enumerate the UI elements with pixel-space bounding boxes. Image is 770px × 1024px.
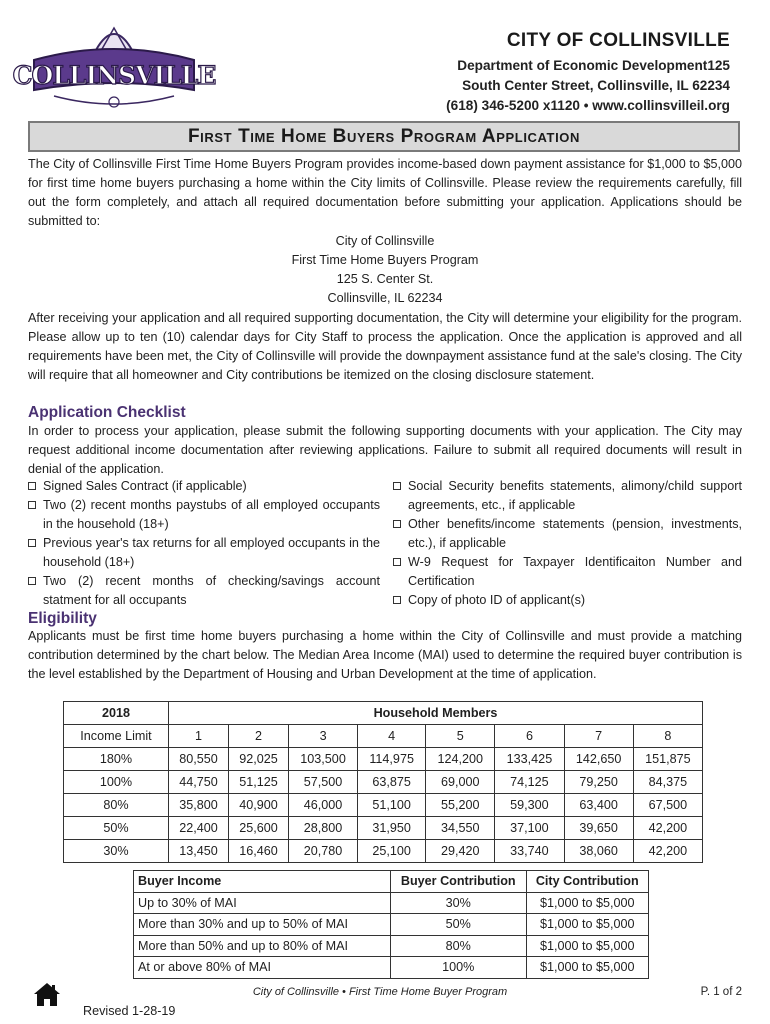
table-cell: 114,975 [358, 748, 426, 771]
table-row-label: 180% [64, 748, 169, 771]
table-cell: Up to 30% of MAI [134, 892, 391, 914]
table-row [64, 817, 703, 840]
table-cell: 34,550 [426, 817, 495, 840]
mailing-line: City of Collinsville [335, 234, 435, 248]
table-header-cell: 8 [633, 725, 702, 748]
checklist-heading: Application Checklist [28, 404, 186, 421]
table-header-cell: 3 [288, 725, 357, 748]
collinsville-logo [12, 16, 216, 112]
checklist-intro: In order to process your application, please submit the following supporting documents with your application. The City may request additional income documentation after reviewing applications. Failure to submit all required documents will result in denial of the application. [28, 424, 742, 476]
checklist-left [28, 477, 380, 610]
table-cell: 46,000 [288, 794, 357, 817]
checklist-item-label: Social Security benefits statements, alimony/child support agreements, etc., if applicable [408, 479, 742, 512]
table-cell: 37,100 [495, 817, 564, 840]
table-cell: 40,900 [228, 794, 288, 817]
table-row [134, 935, 649, 957]
table-cell: 69,000 [426, 771, 495, 794]
table-cell: 13,450 [169, 840, 229, 863]
table-cell: 33,740 [495, 840, 564, 863]
table-cell: 57,500 [288, 771, 357, 794]
table-year: 2018 [64, 702, 169, 725]
checklist-item[interactable] [393, 591, 742, 610]
table-cell: 30% [391, 892, 527, 914]
footer-program: City of Collinsville • First Time Home Buyer Program [252, 986, 508, 998]
table-cell: 151,875 [633, 748, 702, 771]
checklist-item-label: Signed Sales Contract (if applicable) [43, 479, 247, 493]
table-header-cell: 5 [426, 725, 495, 748]
table-cell: 22,400 [169, 817, 229, 840]
table-header-cell: 4 [358, 725, 426, 748]
page-title: First Time Home Buyers Program Application [28, 121, 740, 152]
table-cell: 133,425 [495, 748, 564, 771]
svg-text:COLLINSVILLE: COLLINSVILLE [12, 61, 216, 90]
table-row-label: 80% [64, 794, 169, 817]
checklist-item[interactable] [28, 572, 380, 610]
table-cell: 59,300 [495, 794, 564, 817]
table-cell: 39,650 [564, 817, 633, 840]
checklist-item-label: Previous year's tax returns for all employed occupants in the household (18+) [43, 536, 380, 569]
checklist-item-label: Two (2) recent months of checking/savings account statment for all occupants [43, 574, 380, 607]
checklist-item-label: Two (2) recent months paystubs of all employed occupants in the household (18+) [43, 498, 380, 531]
table-cell: 63,400 [564, 794, 633, 817]
checkbox[interactable] [28, 501, 36, 509]
table-cell: More than 30% and up to 50% of MAI [134, 914, 391, 936]
checklist-item[interactable] [28, 534, 380, 572]
table-row-label: 30% [64, 840, 169, 863]
contact-line[interactable]: (618) 346-5200 x1120 • www.collinsvilleil.org [446, 98, 730, 113]
table-cell: 25,600 [228, 817, 288, 840]
table-row-label: 100% [64, 771, 169, 794]
table-group-header: Household Members [169, 702, 703, 725]
table-cell: 80,550 [169, 748, 229, 771]
table-cell: 29,420 [426, 840, 495, 863]
table-cell: 20,780 [288, 840, 357, 863]
table-cell: More than 50% and up to 80% of MAI [134, 935, 391, 957]
income-limit-table [63, 701, 703, 863]
table-row [134, 957, 649, 979]
checklist-item[interactable] [393, 553, 742, 591]
table-cell: 103,500 [288, 748, 357, 771]
table-row [134, 892, 649, 914]
table-cell: 142,650 [564, 748, 633, 771]
department: Department of Economic Development125 [457, 58, 730, 73]
table-cell: At or above 80% of MAI [134, 957, 391, 979]
table-cell: 124,200 [426, 748, 495, 771]
table-header-cell: 1 [169, 725, 229, 748]
mailing-line: First Time Home Buyers Program [291, 253, 479, 267]
table-row [64, 771, 703, 794]
checkbox[interactable] [28, 577, 36, 585]
table-header-cell: Buyer Income [134, 871, 391, 893]
checkbox[interactable] [28, 539, 36, 547]
table-cell: $1,000 to $5,000 [526, 914, 649, 936]
table-cell: 63,875 [358, 771, 426, 794]
checklist-item[interactable] [28, 496, 380, 534]
table-limit-label: Income Limit [64, 725, 169, 748]
checkbox[interactable] [393, 520, 401, 528]
checklist-item-label: Copy of photo ID of applicant(s) [408, 593, 586, 607]
mailing-line: Collinsville, IL 62234 [327, 291, 443, 305]
intro-paragraph: The City of Collinsville First Time Home Buyers Program provides income-based down payment assistance for $1,000 to $5,000 for first time home buyers purchasing a home within the City limits of Collinsville. Please review the requirements carefully, fill out the form completely, and attach all required documentation before submitting your application. Applications should be submitted to: [28, 157, 742, 228]
address: South Center Street, Collinsville, IL 62234 [462, 78, 730, 93]
table-cell: 100% [391, 957, 527, 979]
table-cell: 28,800 [288, 817, 357, 840]
table-cell: $1,000 to $5,000 [526, 957, 649, 979]
checkbox[interactable] [393, 558, 401, 566]
city-name: CITY OF COLLINSVILLE [506, 30, 730, 51]
eligibility-paragraph: Applicants must be first time home buyers purchasing a home within the City of Collinsville and must provide a matching contribution determined by the chart below. The Median Area Income (MAI) used to determine the required buyer contribution is the level established by the Department of Housing and Urban Development at the time of application. [28, 629, 742, 681]
table-cell: 92,025 [228, 748, 288, 771]
checkbox[interactable] [393, 482, 401, 490]
table-cell: 42,200 [633, 817, 702, 840]
checklist-item[interactable] [28, 477, 380, 496]
table-cell: 80% [391, 935, 527, 957]
checklist-item-label: W-9 Request for Taxpayer Identificaiton Number and Certification [408, 555, 742, 588]
checkbox[interactable] [393, 596, 401, 604]
table-cell: 67,500 [633, 794, 702, 817]
revised-date: Revised 1-28-19 [83, 1004, 176, 1018]
checklist-item[interactable] [393, 477, 742, 515]
eligibility-heading: Eligibility [28, 610, 97, 627]
house-icon [33, 981, 61, 1007]
table-cell: 55,200 [426, 794, 495, 817]
checklist-item-label: Other benefits/income statements (pension, investments, etc.), if applicable [408, 517, 742, 550]
table-cell: 25,100 [358, 840, 426, 863]
table-cell: 31,950 [358, 817, 426, 840]
table-row [134, 914, 649, 936]
table-header-cell: 7 [564, 725, 633, 748]
checklist-item[interactable] [393, 515, 742, 553]
table-cell: 16,460 [228, 840, 288, 863]
table-cell: 42,200 [633, 840, 702, 863]
after-paragraph: After receiving your application and all required supporting documentation, the City will determine your eligibility for the program. Please allow up to ten (10) calendar days for City Staff to process the application. Once the application is approved and all requirements have been met, the City of Collinsville will provide the downpayment assistance fund at the sale's closing. The City will require that all homeowner and City contributions be itemized on the closing disclosure statement. [28, 311, 742, 382]
table-row [64, 840, 703, 863]
checkbox[interactable] [28, 482, 36, 490]
table-header-cell: City Contribution [526, 871, 649, 893]
contribution-table [133, 870, 649, 979]
table-cell: $1,000 to $5,000 [526, 935, 649, 957]
table-header-cell: Buyer Contribution [391, 871, 527, 893]
table-header-cell: 6 [495, 725, 564, 748]
table-row [64, 794, 703, 817]
checklist-right [393, 477, 742, 610]
table-cell: 35,800 [169, 794, 229, 817]
table-row [64, 748, 703, 771]
header-contact [446, 30, 730, 116]
mailing-address [28, 232, 742, 308]
table-cell: 74,125 [495, 771, 564, 794]
table-cell: 44,750 [169, 771, 229, 794]
table-row-label: 50% [64, 817, 169, 840]
mailing-line: 125 S. Center St. [336, 272, 434, 286]
table-cell: 51,100 [358, 794, 426, 817]
table-cell: 38,060 [564, 840, 633, 863]
page-number: P. 1 of 2 [700, 986, 742, 998]
table-cell: 84,375 [633, 771, 702, 794]
table-cell: 50% [391, 914, 527, 936]
table-cell: 51,125 [228, 771, 288, 794]
table-cell: $1,000 to $5,000 [526, 892, 649, 914]
table-header-cell: 2 [228, 725, 288, 748]
table-cell: 79,250 [564, 771, 633, 794]
